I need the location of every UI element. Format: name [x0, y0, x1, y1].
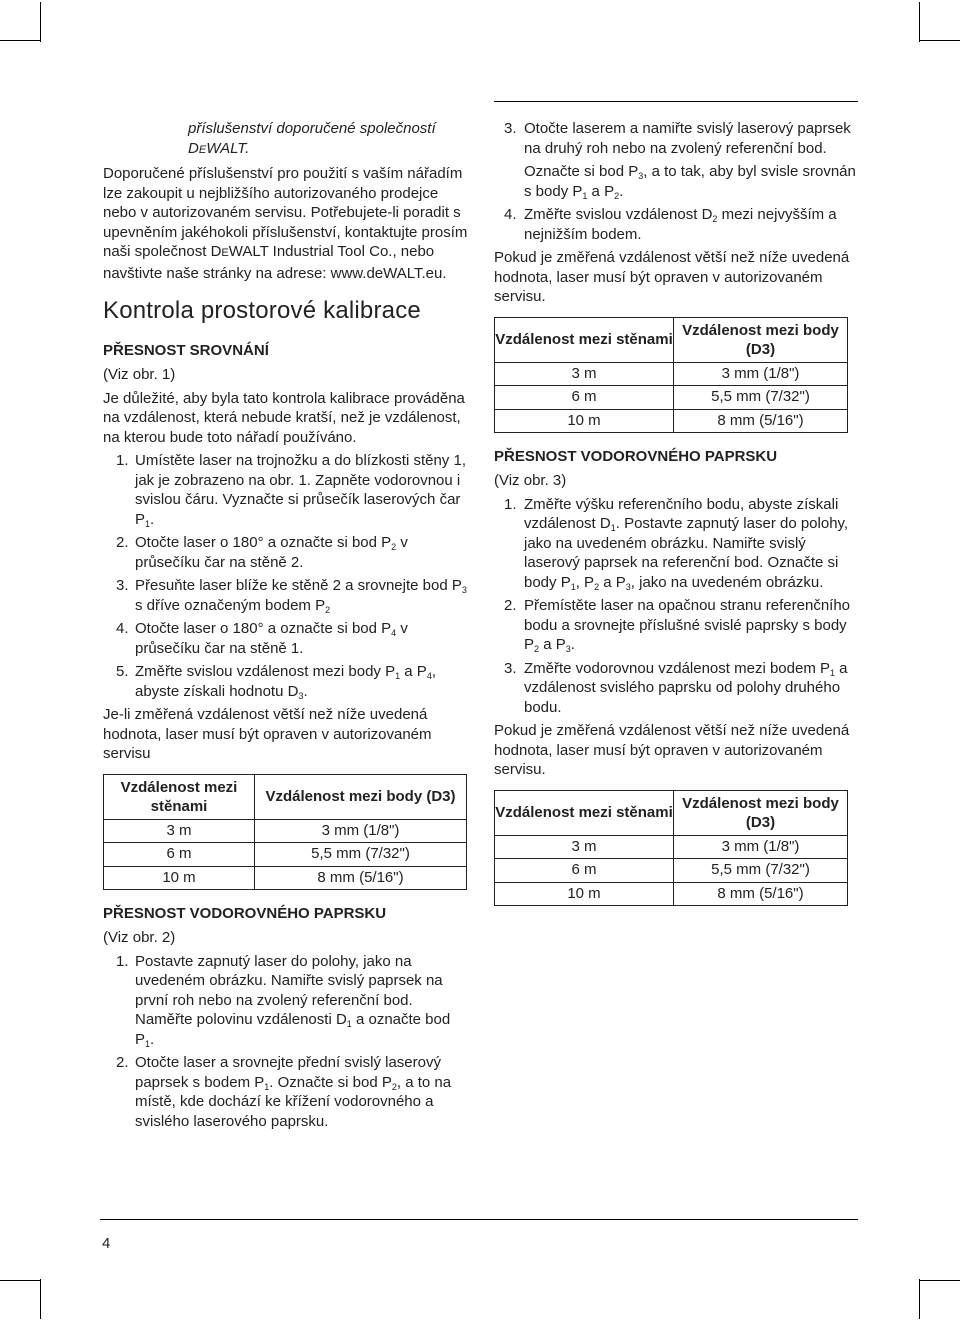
right-column [494, 119, 858, 920]
crop-mark [40, 1279, 41, 1319]
figure-reference: (Viz obr. 2) [103, 929, 176, 946]
table-cell: 3 m [495, 362, 674, 386]
list-item: 4. Změřte svislou vzdálenost $D_2$ mezi nejvyšším a nejnižším bodem. [504, 206, 837, 243]
tolerance-table [494, 790, 848, 907]
accessory-italic-line-1: příslušenství doporučené společností [188, 120, 436, 137]
table-row [495, 362, 848, 386]
table-header: Vzdálenost mezi stěnami [495, 317, 674, 362]
table-cell: 6 m [495, 859, 674, 883]
table-cell: 8 mm (5/16") [255, 866, 467, 890]
crop-mark [0, 1280, 40, 1281]
table-row [495, 386, 848, 410]
step-continuation: Označte si bod $P_3$, a to tak, aby byl svisle srovnán s body $P_1$ a $P_2$. [524, 163, 856, 201]
header-rule [494, 101, 858, 102]
list-item: 4. Otočte laser o 180° a označte si bod $P_4$ v průsečíku čar na stěně 1. [116, 620, 408, 657]
list-item: 1. Změřte výšku referenčního bodu, abyste získali vzdálenost $D_1$. Postavte zapnutý laser do polohy, jako na uvedeném obrázku. Namiřte svislý laserový paprsek na referenční bod. Označte si body $P_1$, $P_2$ a $P_3$, jako na uvedeném obrázku. [504, 495, 849, 592]
table-cell: 10 m [495, 882, 674, 906]
steps-list [103, 952, 473, 1132]
crop-mark [920, 1280, 960, 1281]
table-header-row [104, 774, 467, 819]
table-header: Vzdálenost mezi stěnami [104, 774, 255, 819]
table-cell: 3 m [495, 835, 674, 859]
table-cell: 3 mm (1/8") [674, 835, 848, 859]
table-header: Vzdálenost mezi body (D3) [674, 317, 848, 362]
list-item: 3. Změřte vodorovnou vzdálenost mezi bodem $P_1$ a vzdálenost svislého paprsku od polohy druhého bodu. [504, 659, 848, 716]
table-cell: 5,5 mm (7/32") [674, 859, 848, 883]
table-cell: 6 m [104, 843, 255, 867]
table-cell: 10 m [495, 409, 674, 433]
list-item: 2. Otočte laser o 180° a označte si bod $P_2$ v průsečíku čar na stěně 2. [116, 534, 408, 571]
crop-mark [920, 40, 960, 41]
table-row [104, 866, 467, 890]
list-item: 2. Přemístěte laser na opačnou stranu referenčního bodu a srovnejte příslušné svislé paprsky s body $P_2$ a $P_3$. [504, 597, 851, 654]
crop-mark [0, 40, 40, 41]
table-header: Vzdálenost mezi stěnami [495, 790, 674, 835]
table-row [104, 843, 467, 867]
service-paragraph: Pokud je změřená vzdálenost větší než níže uvedená hodnota, laser musí být opraven v autorizovaném servisu. [494, 722, 850, 778]
accessories-paragraph: Doporučené příslušenství pro použití s vaším nářadím lze zakoupit u nejbližšího autorizovaného prodejce nebo v autorizovaném servisu. Potřebujete-li poradit s upevněním jakéhokoli příslušenství, kontaktujte prosím naši společnost DEWALT Industrial Tool Co., nebo navštivte naše stránky na adrese: www.deWALT.eu. [103, 165, 468, 282]
service-paragraph: Je-li změřená vzdálenost větší než níže uvedená hodnota, laser musí být opraven v autorizovaném servisu [103, 706, 432, 762]
table-cell: 3 mm (1/8") [255, 819, 467, 843]
crop-mark [919, 1279, 920, 1319]
tolerance-table [494, 317, 848, 434]
left-column [103, 119, 473, 1135]
intro-paragraph: Je důležité, aby byla tato kontrola kalibrace prováděna na vzdálenost, která nebude kratší, než je vzdálenost, na kterou bude toto nářadí používáno. [103, 389, 465, 446]
heading-level-beam: PŘESNOST VODOROVNÉHO PAPRSKU [103, 905, 387, 922]
figure-reference: (Viz obr. 3) [494, 472, 567, 489]
section-title: Kontrola prostorové kalibrace [103, 297, 421, 324]
heading-level-beam: PŘESNOST VODOROVNÉHO PAPRSKU [494, 448, 778, 465]
steps-list [494, 119, 858, 158]
table-header: Vzdálenost mezi body (D3) [674, 790, 848, 835]
steps-list [103, 451, 473, 701]
service-paragraph: Pokud je změřená vzdálenost větší než níže uvedená hodnota, laser musí být opraven v autorizovaném servisu. [494, 249, 850, 305]
list-item: 3. Přesuňte laser blíže ke stěně 2 a srovnejte bod $P_3$ s dříve označeným bodem $P_2$ [116, 577, 467, 615]
list-item: 1. Umístěte laser na trojnožku a do blízkosti stěny 1, jak je zobrazeno na obr. 1. Zapněte vodorovnou i svislou čáru. Vyznačte si průsečík laserových čar $P_1$. [116, 452, 466, 529]
page-number: 4 [102, 1235, 111, 1252]
footer-rule [100, 1219, 858, 1220]
table-cell: 3 mm (1/8") [674, 362, 848, 386]
table-cell: 5,5 mm (7/32") [674, 386, 848, 410]
table-row [495, 882, 848, 906]
table-cell: 5,5 mm (7/32") [255, 843, 467, 867]
accessory-note-italic [103, 119, 473, 160]
table-cell: 8 mm (5/16") [674, 882, 848, 906]
table-header-row [495, 790, 848, 835]
steps-list [494, 205, 858, 244]
table-row [495, 835, 848, 859]
accessory-italic-line-2: DEWALT. [188, 139, 250, 157]
table-header: Vzdálenost mezi body (D3) [255, 774, 467, 819]
table-row [495, 859, 848, 883]
table-row [495, 409, 848, 433]
table-cell: 3 m [104, 819, 255, 843]
heading-alignment-accuracy: PŘESNOST SROVNÁNÍ [103, 342, 269, 359]
table-row [104, 819, 467, 843]
list-item: 5. Změřte svislou vzdálenost mezi body $P_1$ a $P_4$, abyste získali hodnotu $D_3$. [116, 663, 436, 701]
tolerance-table [103, 774, 467, 891]
crop-mark [40, 2, 41, 42]
list-item: 1. Postavte zapnutý laser do polohy, jako na uvedeném obrázku. Namiřte svislý paprsek na první roh nebo na zvolený referenční bod. Naměřte polovinu vzdálenosti $D_1$ a označte bod $P_1$. [116, 952, 451, 1049]
crop-mark [919, 2, 920, 42]
list-item: 3. Otočte laserem a namiřte svislý laserový paprsek na druhý roh nebo na zvolený referenční bod. [504, 120, 851, 157]
table-cell: 8 mm (5/16") [674, 409, 848, 433]
table-cell: 6 m [495, 386, 674, 410]
table-cell: 10 m [104, 866, 255, 890]
table-header-row [495, 317, 848, 362]
figure-reference: (Viz obr. 1) [103, 366, 176, 383]
steps-list [494, 495, 858, 718]
list-item: 2. Otočte laser a srovnejte přední svislý laserový paprsek s bodem $P_1$. Označte si bod $P_2$, a to na místě, kde dochází ke křížení vodorovného a svislého laserového paprsku. [116, 1054, 452, 1130]
